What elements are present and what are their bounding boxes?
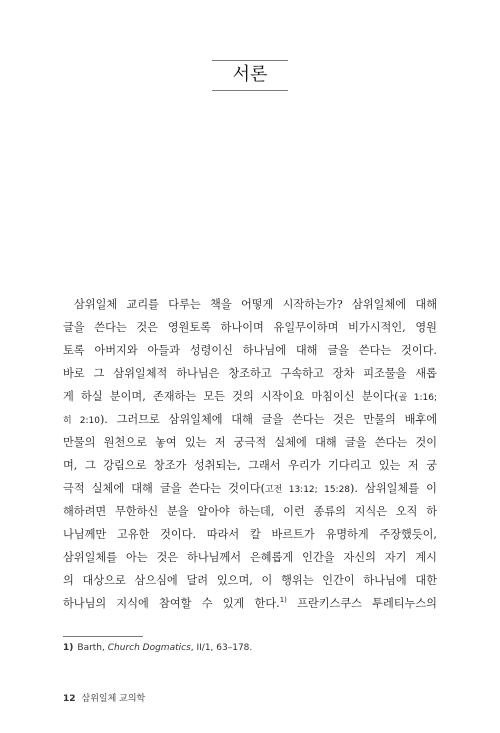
- body-text-run: 삼위일체 교리를 다루는 책을 어떻게 시작하는가? 삼위일체에 대해: [74, 298, 437, 311]
- body-line: [63, 362, 437, 385]
- scripture-reference: 히 2:10: [63, 416, 100, 426]
- body-text-run: 삼위일체를 아는 것은 하나님께서 은혜롭게 인간을 자신의 자기 계시: [63, 551, 437, 564]
- page-number: 12: [63, 694, 76, 704]
- body-line: [63, 385, 437, 408]
- scripture-reference: 고전 13:12; 15:28: [264, 485, 351, 495]
- body-text-run: 글을 쓴다는 것은 영원토록 하나이며 유일무이하며 비가시적인, 영원: [63, 321, 437, 334]
- page-footer: [63, 691, 145, 704]
- body-text-run: 나님께만 고유한 것이다. 따라서 칼 바르트가 유명하게 주장했듯이,: [63, 528, 437, 541]
- footnote-author: Barth,: [77, 643, 108, 653]
- footnote-marker: 1): [279, 596, 287, 604]
- body-text-run: 만물의 원천으로 놓여 있는 저 궁극적 실체에 대해 글을 쓴다는 것이: [63, 436, 437, 449]
- footnote-book-title: Church Dogmatics: [107, 643, 191, 653]
- body-line: [63, 523, 437, 546]
- body-line: [63, 454, 437, 477]
- footnote-number: 1): [63, 643, 74, 653]
- body-line: [63, 293, 437, 316]
- body-text-run: 의 대상으로 삼으심에 달려 있으며, 이 행위는 인간이 하나님에 대한: [63, 574, 437, 587]
- body-text-run: ). 그러므로 삼위일체에 대해 글을 쓴다는 것은 만물의 배후에: [99, 413, 437, 426]
- body-line: [63, 569, 437, 592]
- footnote-rule: [63, 636, 143, 637]
- title-rule-bottom: [212, 90, 288, 91]
- body-line: [63, 592, 437, 615]
- body-line: [63, 316, 437, 339]
- body-text-run: 토록 아버지와 아들과 성령이신 하나님에 대해 글을 쓴다는 것이다.: [63, 344, 437, 357]
- body-line: [63, 546, 437, 569]
- body-line: [63, 500, 437, 523]
- body-text-run: 며, 그 강림으로 창조가 성취되는, 그래서 우리가 기다리고 있는 저 궁: [63, 459, 437, 472]
- body-line: [63, 408, 437, 431]
- running-head: 삼위일체 교의학: [81, 694, 146, 704]
- body-line: [63, 339, 437, 362]
- body-text-run: ). 삼위일체를 이: [350, 482, 437, 495]
- body-text-run: 해하려면 무한하신 분을 알아야 하는데, 이런 종류의 지식은 오직 하: [63, 505, 437, 518]
- body-text-run: 바로 그 삼위일체적 하나님은 창조하고 구속하고 장차 피조물을 새롭: [63, 367, 437, 380]
- body-text-run: 하나님의 지식에 참여할 수 있게 한다.: [63, 597, 280, 610]
- body-text-run: 극적 실체에 대해 글을 쓴다는 것이다(: [63, 482, 265, 495]
- chapter-title: 서론: [232, 64, 268, 85]
- scripture-reference: 골 1:16;: [398, 393, 437, 403]
- body-paragraph: [63, 293, 437, 615]
- body-text-run: 프란키스쿠스 투레티누스의: [286, 597, 437, 610]
- footnote: [63, 643, 252, 653]
- title-rule-top: [212, 60, 288, 61]
- body-line: [63, 477, 437, 500]
- footnote-pages: , II/1, 63–178.: [190, 643, 253, 653]
- body-line: [63, 431, 437, 454]
- body-text-run: 게 하실 분이며, 존재하는 모든 것의 시작이요 마침이신 분이다(: [63, 390, 399, 403]
